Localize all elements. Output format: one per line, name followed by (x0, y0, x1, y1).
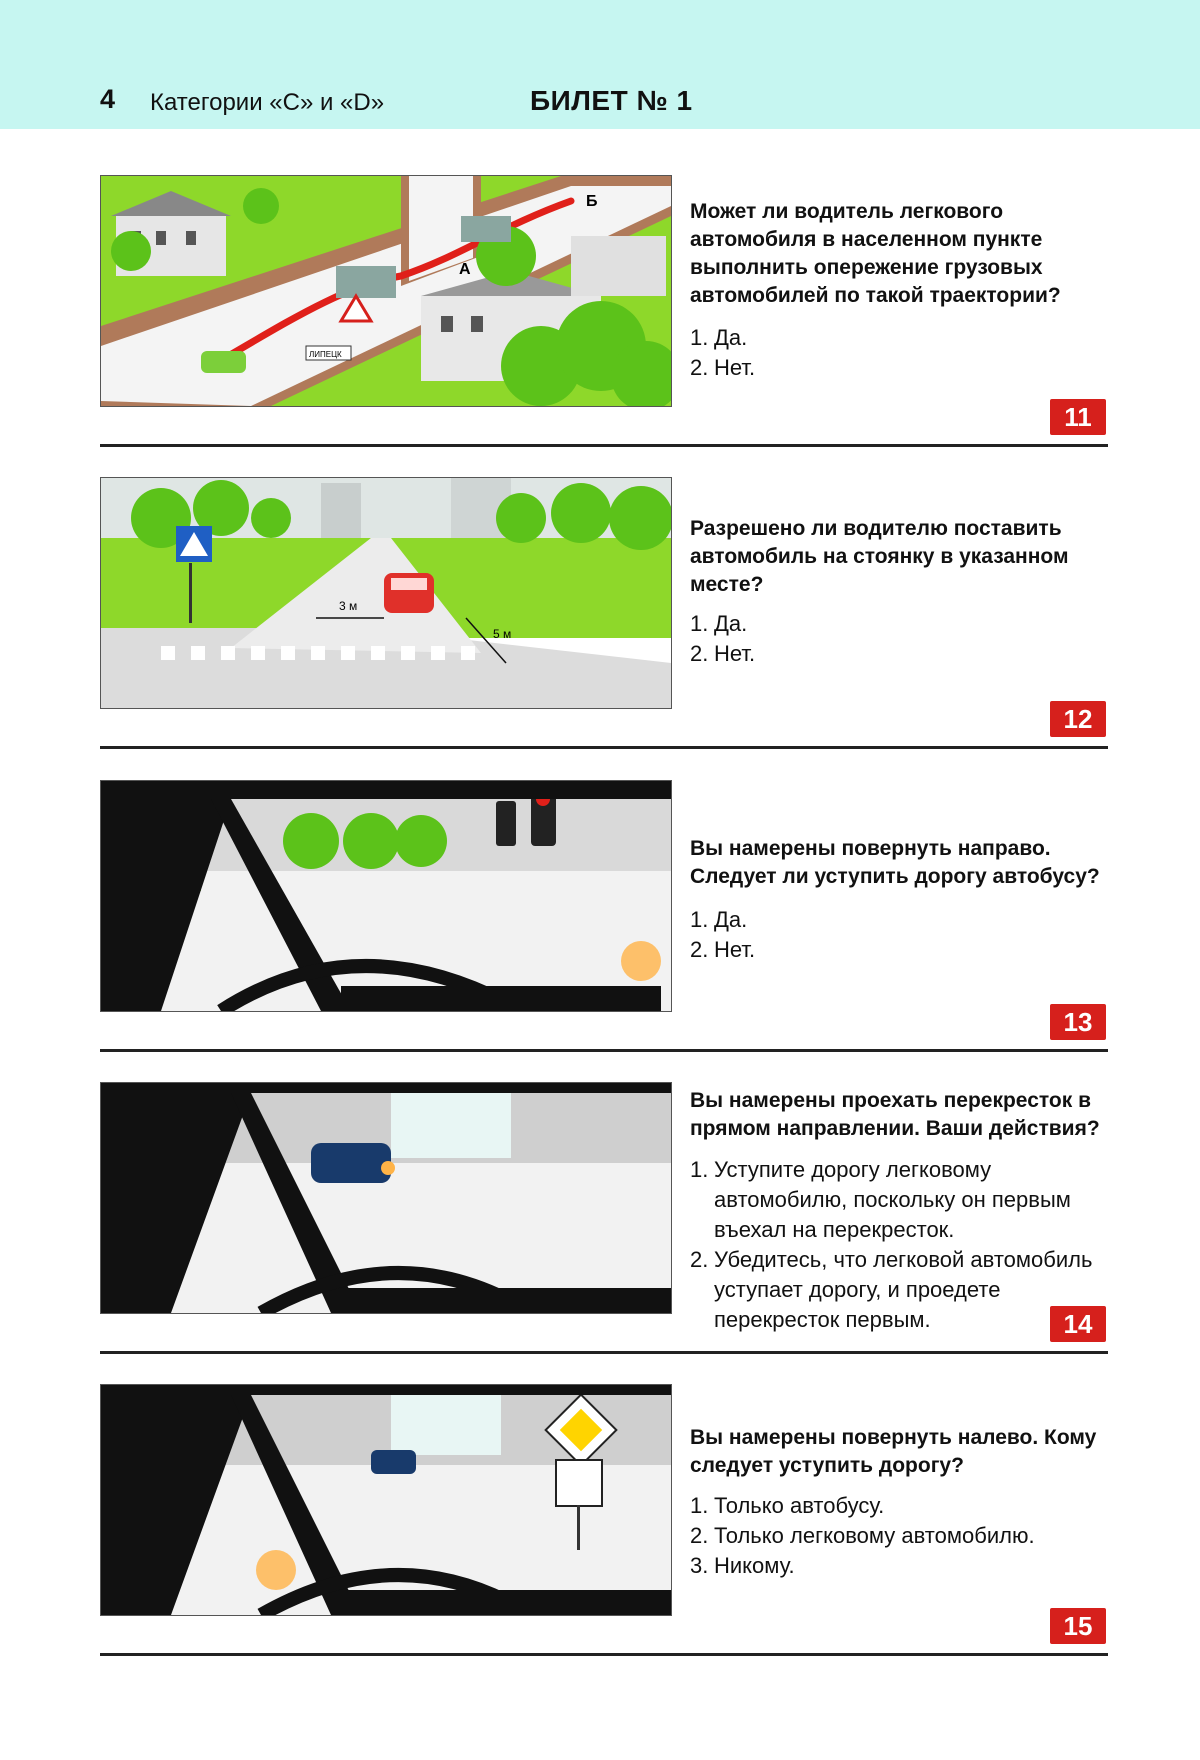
answer-option[interactable]: 2. Нет. (690, 937, 756, 962)
answer-list (690, 1155, 1110, 1335)
question-text: Вы намерены повернуть направо. Следует ли уступить дорогу автобусу? (690, 837, 1100, 888)
question-12 (100, 477, 1108, 779)
left-turn-scene (101, 1385, 671, 1615)
answer-option[interactable]: 3. Никому. (690, 1553, 795, 1578)
question-number-badge: 13 (1050, 1004, 1106, 1040)
truck-icon-1 (336, 266, 396, 298)
page-number: 4 (100, 84, 116, 114)
question-15 (100, 1384, 1108, 1686)
question-11 (100, 175, 1108, 477)
question-14 (100, 1082, 1108, 1384)
question-number-badge: 12 (1050, 701, 1106, 737)
point-a-label: А (459, 261, 471, 278)
answer-list (690, 905, 1110, 965)
divider (100, 1049, 1108, 1052)
road-layout-sign-icon (556, 1460, 602, 1506)
question-text: Может ли водитель легкового автомобиля в населенном пункте выполнить опережение грузовых автомобилей по такой траектории? (690, 200, 1061, 307)
question-text: Разрешено ли водителю поставить автомобиль на стоянку в указанном месте? (690, 517, 1069, 596)
turn-signal-icon (621, 941, 661, 981)
illustration-left-turn (100, 1384, 672, 1616)
answer-option[interactable]: 2. Нет. (690, 355, 756, 380)
distance-3m-label: 3 м (339, 599, 358, 613)
question-number-badge: 14 (1050, 1306, 1106, 1342)
distance-5m-label: 5 м (493, 627, 512, 641)
illustration-intersection (100, 1082, 672, 1314)
answer-option[interactable]: 2. Только легковому автомобилю. (690, 1523, 1035, 1548)
car-icon (311, 1143, 391, 1183)
answer-list (690, 609, 1110, 669)
divider (100, 444, 1108, 447)
question-text: Вы намерены проехать перекресток в прямом направлении. Ваши действия? (690, 1089, 1100, 1140)
illustration-right-turn (100, 780, 672, 1012)
answer-option[interactable]: 2. Убедитесь, что легковой автомобиль уступает дорогу, и проедете перекресток первым. (690, 1247, 1093, 1332)
question-number-badge: 11 (1050, 399, 1106, 435)
illustration-overtaking (100, 175, 672, 407)
car-icon (201, 351, 246, 373)
answer-list (690, 1491, 1110, 1581)
intersection-scene (101, 1083, 671, 1313)
answer-option[interactable]: 1. Да. (690, 611, 748, 636)
truck-icon-2 (461, 216, 511, 242)
right-turn-scene (101, 781, 671, 1011)
city-sign-text: ЛИПЕЦК (309, 350, 342, 359)
point-b-label: Б (586, 193, 598, 210)
question-13 (100, 780, 1108, 1082)
answer-option[interactable]: 1. Да. (690, 325, 748, 350)
answer-option[interactable]: 1. Да. (690, 907, 748, 932)
divider (100, 746, 1108, 749)
parking-scene (101, 478, 671, 708)
ticket-title: БИЛЕТ № 1 (530, 85, 693, 116)
question-text: Вы намерены повернуть налево. Кому следует уступить дорогу? (690, 1426, 1097, 1477)
divider (100, 1653, 1108, 1656)
divider (100, 1351, 1108, 1354)
car-icon (371, 1450, 416, 1474)
answer-option[interactable]: 2. Нет. (690, 641, 756, 666)
turn-signal-icon (256, 1550, 296, 1590)
question-number-badge: 15 (1050, 1608, 1106, 1644)
overtaking-scene (101, 176, 671, 406)
illustration-parking (100, 477, 672, 709)
answer-list (690, 323, 1110, 383)
answer-option[interactable]: 1. Только автобусу. (690, 1493, 885, 1518)
category-label: Категории «C» и «D» (150, 89, 385, 116)
answer-option[interactable]: 1. Уступите дорогу легковому автомобилю, поскольку он первым въехал на перекресток. (690, 1157, 1071, 1242)
